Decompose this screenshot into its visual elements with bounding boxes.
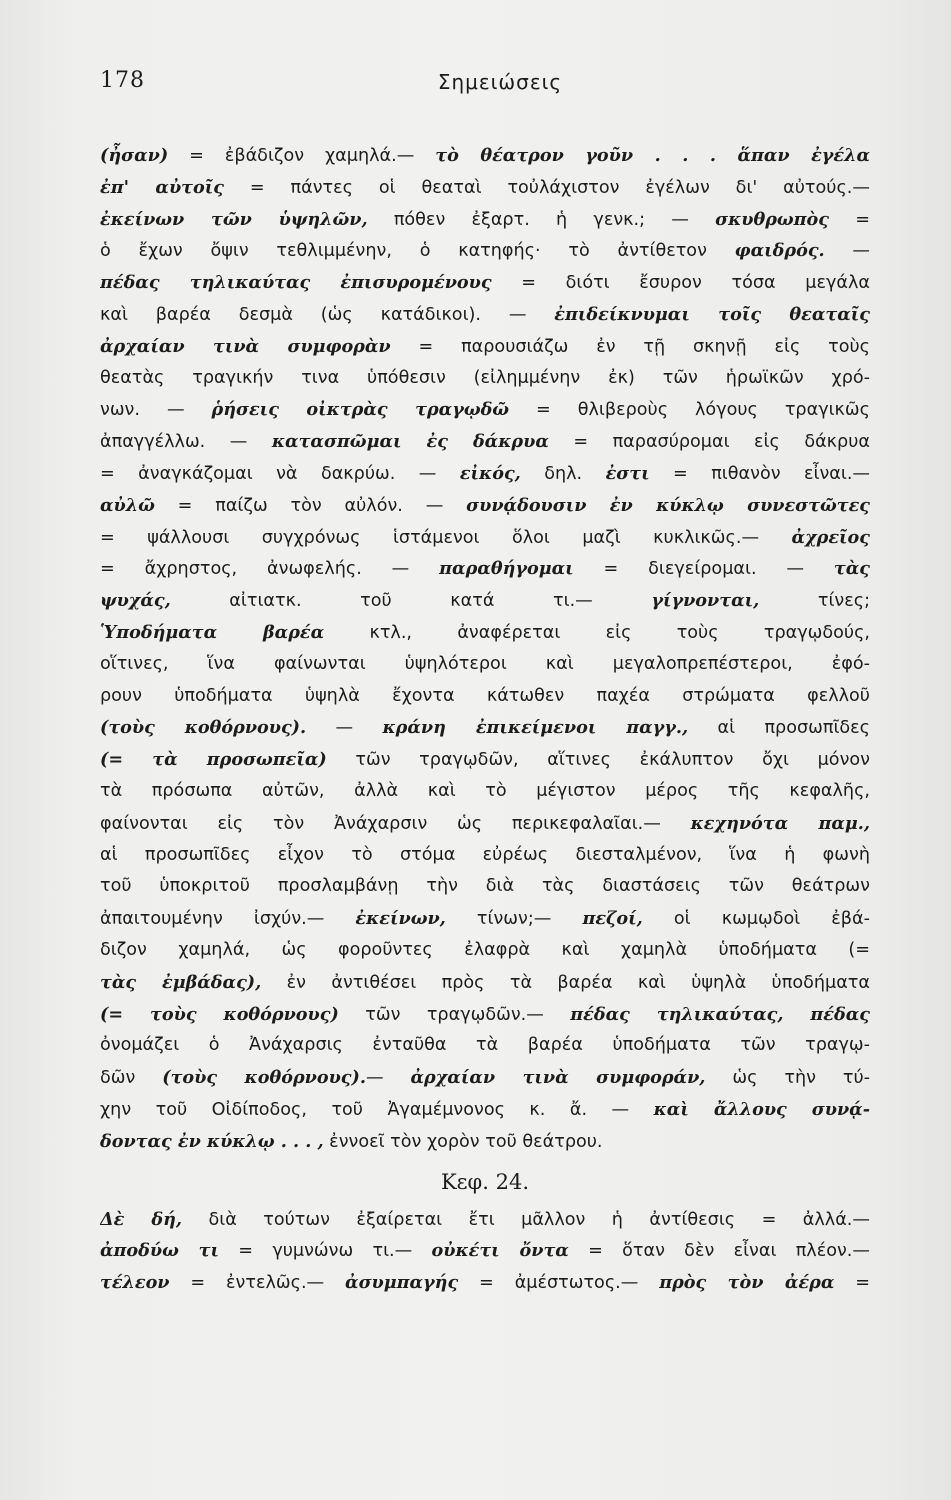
chapter-heading: Κεφ. 24. (440, 1169, 530, 1194)
gloss-text: = ἀμέστωτος.— (458, 1273, 660, 1294)
text-line (100, 522, 870, 554)
lemma-term: ἐπ' αὐτοῖς (100, 176, 224, 198)
gloss-text: κτλ., ἀναφέρεται εἰς τοὺς τραγῳδούς, (324, 622, 870, 643)
gloss-text: = παρασύρομαι εἰς δάκρυα (548, 432, 870, 453)
lemma-term: (= τοὺς κοθόρνους) (100, 1003, 339, 1025)
gloss-text: = (834, 1273, 870, 1294)
text-line (100, 553, 870, 585)
gloss-text: = ἄχρηστος, ἀνωφελής. — (100, 559, 440, 580)
gloss-text: ὀνομάζει ὁ Ἀνάχαρσις ἐνταῦθα τὰ βαρέα ὑποδήματα τῶν τραγῳ- (100, 1035, 870, 1056)
gloss-text: — (365, 1068, 411, 1089)
lemma-term: κεχηνότα παμ., (690, 812, 870, 834)
gloss-text: δηλ. (520, 463, 606, 484)
lemma-term: πεζοί, (582, 908, 643, 930)
text-line (100, 681, 870, 713)
text-line (100, 617, 870, 649)
lemma-term: εἰκός, (459, 462, 521, 484)
lemma-term: ἀρχαίαν τινὰ συμφορὰν (100, 335, 391, 357)
lemma-term: κράνη ἐπικείμενοι παγγ., (382, 717, 689, 739)
lemma-term: Ὑποδήματα βαρέα (100, 621, 325, 643)
gloss-text: οἱ κωμῳδοὶ ἐβά- (642, 909, 870, 930)
gloss-text: τίνες; (759, 591, 870, 612)
lemma-term: τὰς (833, 558, 870, 580)
lemma-term: πρὸς τὸν ἀέρα (659, 1272, 835, 1294)
gloss-text: = ἀναγκάζομαι νὰ δακρύω. — (100, 463, 460, 484)
lemma-term: πέδας τηλικαύτας ἐπισυρομένους (100, 272, 492, 294)
gloss-text: = θλιβεροὺς λόγους τραγικῶς (509, 400, 870, 421)
lemma-term: ἀχρεῖος (791, 526, 870, 548)
text-line (100, 235, 870, 267)
text-line (100, 999, 870, 1031)
gloss-text: αἱ προσωπῖδες (688, 718, 870, 739)
lemma-term: ψυχάς, (100, 590, 171, 612)
lemma-term: ἐκείνων τῶν ὑψηλῶν, (100, 208, 368, 230)
gloss-text: = ἐβάδιζον χαμηλά.— (168, 146, 436, 166)
lemma-term: (= τὰ προσωπεῖα) (100, 749, 327, 771)
gloss-text: διὰ τούτων ἐξαίρεται ἔτι μᾶλλον ἡ ἀντίθεσις = ἀλλά.— (182, 1209, 870, 1230)
gloss-text: = διότι ἔσυρον τόσα μεγάλα (491, 273, 870, 294)
gloss-text: φαίνονται εἰς τὸν Ἀνάχαρσιν ὡς περικεφαλαῖαι.— (100, 813, 691, 834)
gloss-text: = πιθανὸν εἶναι.— (649, 463, 870, 484)
text-line (100, 744, 870, 776)
text-line (100, 712, 870, 744)
gloss-text: — (824, 241, 870, 262)
lemma-term: ἐστι (605, 462, 650, 484)
text-line (100, 267, 870, 299)
lemma-term: δοντας ἐν κύκλῳ . . . , (100, 1130, 324, 1152)
lemma-term: τὸ θέατρον γοῦν . . . ἅπαν ἐγέλα (435, 145, 870, 166)
gloss-text: = (829, 209, 870, 230)
gloss-text: ρουν ὑποδήματα ὑψηλὰ ἔχοντα κάτωθεν παχέα στρώματα φελλοῦ (100, 685, 870, 706)
text-line (100, 871, 870, 903)
gloss-text: ἀπαγγέλλω. — (100, 432, 272, 453)
lemma-term: ῥήσεις οἰκτρὰς τραγῳδῶ (211, 399, 510, 421)
gloss-text: ὡς τὴν τύ- (705, 1068, 870, 1089)
text-line (100, 1267, 870, 1299)
gloss-text: διζον χαμηλά, ὡς φοροῦντες ἐλαφρὰ καὶ χαμηλὰ ὑποδήματα (= (100, 939, 870, 960)
gloss-text: τῶν τραγῳδῶν, αἵτινες ἐκάλυπτον ὄχι μόνον (326, 750, 870, 771)
gloss-text: = διεγείρομαι. — (573, 559, 834, 580)
lemma-term: τὰς ἐμβάδας), (100, 971, 262, 993)
gloss-text: = γυμνώνω τι.— (219, 1241, 432, 1262)
text-line (100, 490, 870, 522)
lemma-term: παραθήγομαι (439, 558, 574, 580)
gloss-text: πόθεν ἐξαρτ. ἡ γενκ.; — (367, 209, 716, 230)
gloss-text: — (306, 718, 383, 739)
running-head-title: Σημειώσεις (437, 70, 563, 94)
lemma-term: οὐκέτι ὄντα (431, 1240, 569, 1262)
text-line (100, 840, 870, 872)
lemma-term: ἐκείνων, (355, 908, 446, 930)
gloss-text: θεατὰς τραγικήν τινα ὑπόθεσιν (εἰλημμένην ἐκ) τῶν ἡρωϊκῶν χρό- (100, 367, 870, 388)
text-line (100, 1204, 870, 1236)
lemma-term: (τοὺς κοθόρνους). (162, 1067, 366, 1089)
text-line (100, 1094, 870, 1126)
lemma-term: (τοὺς κοθόρνους). (100, 717, 307, 739)
lemma-term: τέλεον (100, 1272, 170, 1294)
gloss-text: τῶν τραγῳδῶν.— (338, 1004, 571, 1025)
lemma-term: φαιδρός. (734, 240, 825, 262)
text-line (100, 1126, 870, 1158)
notes-text-block (100, 140, 870, 1299)
text-line (100, 394, 870, 426)
lemma-term: ἀρχαίαν τινὰ συμφοράν, (410, 1067, 706, 1089)
gloss-text: τοῦ ὑποκριτοῦ προσλαμβάνῃ τὴν διὰ τὰς διαστάσεις τῶν θεάτρων (100, 876, 870, 897)
page-number: 178 (100, 68, 145, 93)
text-line (100, 903, 870, 935)
gloss-text: χην τοῦ Οἰδίποδος, τοῦ Ἀγαμέμνονος κ. ἄ. — (100, 1099, 654, 1120)
text-line (100, 204, 870, 236)
gloss-text: τὰ πρόσωπα αὐτῶν, ἀλλὰ καὶ τὸ μέγιστον μέρος τῆς κεφαλῆς, (100, 780, 870, 801)
text-line (100, 458, 870, 490)
gloss-text: = ἐντελῶς.— (169, 1273, 346, 1294)
text-line (100, 649, 870, 681)
gloss-text: τίνων;— (445, 909, 583, 930)
text-line (100, 1062, 870, 1094)
lemma-term: Δὲ δή, (100, 1208, 183, 1230)
gloss-text: = παίζω τὸν αὐλόν. — (154, 495, 467, 516)
lemma-term: συνᾴδουσιν ἐν κύκλῳ συνεστῶτες (466, 494, 870, 516)
gloss-text: = ψάλλουσι συγχρόνως ἱστάμενοι ὅλοι μαζὶ κυκλικῶς.— (100, 527, 792, 548)
text-line (100, 140, 870, 172)
gloss-text: ἀπαιτουμένην ἰσχύν.— (100, 909, 356, 930)
lemma-term: (ἦσαν) (100, 145, 169, 166)
text-line (100, 172, 870, 204)
lemma-term: γίγνονται, (651, 590, 760, 612)
lemma-term: κατασπῶμαι ἐς δάκρυα (271, 431, 549, 453)
gloss-text: ἐννοεῖ τὸν χορὸν τοῦ θεάτρου. (323, 1131, 603, 1152)
gloss-text: οἵτινες, ἵνα φαίνωνται ὑψηλότεροι καὶ μεγαλοπρεπέστεροι, ἐφό- (100, 653, 870, 674)
gloss-text: δῶν (100, 1068, 163, 1089)
text-line (100, 1235, 870, 1267)
running-head (100, 68, 870, 108)
gloss-text: = παρουσιάζω ἐν τῇ σκηνῇ εἰς τοὺς (390, 336, 870, 357)
gloss-text: αἰτιατκ. τοῦ κατά τι.— (170, 591, 652, 612)
gloss-text: = ὅταν δὲν εἶναι πλέον.— (568, 1241, 870, 1262)
text-line (100, 299, 870, 331)
text-line (100, 585, 870, 617)
gloss-text: ὁ ἔχων ὄψιν τεθλιμμένην, ὁ κατηφής· τὸ ἀντίθετον (100, 241, 735, 262)
text-line (100, 967, 870, 999)
text-line (100, 808, 870, 840)
lemma-term: καὶ ἄλλους συνᾴ- (653, 1098, 870, 1120)
lemma-term: ἐπιδείκνυμαι τοῖς θεαταῖς (554, 303, 870, 325)
gloss-text: ἐν ἀντιθέσει πρὸς τὰ βαρέα καὶ ὑψηλὰ ὑποδήματα (261, 972, 870, 993)
gloss-text: νων. — (100, 400, 212, 421)
lemma-term: ἀποδύω τι (100, 1240, 220, 1262)
text-line (100, 331, 870, 363)
lemma-term: σκυθρωπὸς (715, 208, 830, 230)
text-line (100, 935, 870, 967)
lemma-term: ἀσυμπαγής (345, 1272, 459, 1294)
text-line (100, 363, 870, 395)
gloss-text: αἱ προσωπῖδες εἶχον τὸ στόμα εὐρέως διεσταλμένον, ἵνα ἡ φωνὴ (100, 844, 870, 865)
text-line (100, 776, 870, 808)
text-line (100, 1030, 870, 1062)
gloss-text: = πάντες οἱ θεαταὶ τοὐλάχιστον ἐγέλων δι' αὐτούς.— (223, 177, 870, 198)
lemma-term: πέδας τηλικαύτας, πέδας (570, 1003, 870, 1025)
gloss-text: καὶ βαρέα δεσμὰ (ὡς κατάδικοι). — (100, 304, 555, 325)
text-line (100, 426, 870, 458)
lemma-term: αὐλῶ (100, 494, 155, 516)
